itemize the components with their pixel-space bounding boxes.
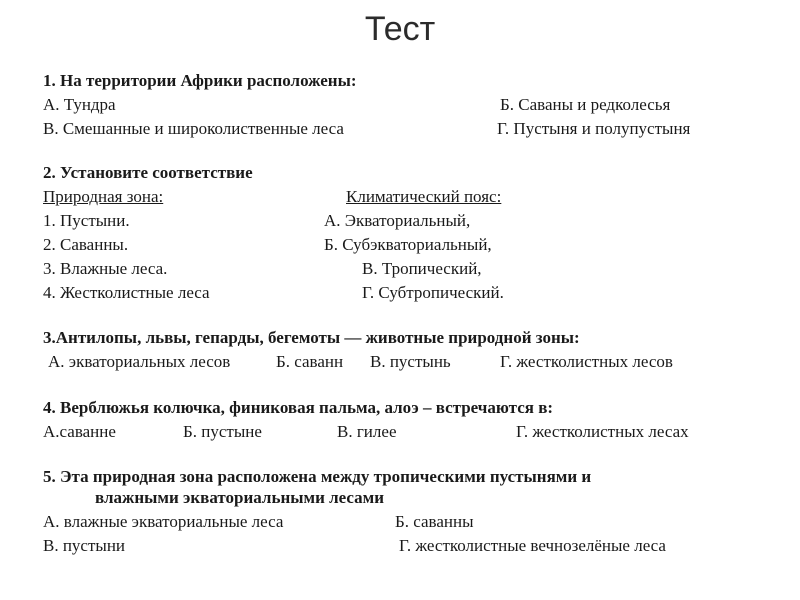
question-4-option-a: А.саванне [43,422,116,441]
question-3-text: 3.Антилопы, львы, гепарды, бегемоты — животные природной зоны: [43,328,580,347]
question-1-option-d: Г. Пустыня и полупустыня [497,119,691,138]
question-2-zone-2: 2. Саванны. [43,235,129,254]
question-4-option-c: В. гилее [337,422,397,441]
question-2-belt-d: Г. Субтропический. [362,283,504,302]
question-2-belt-a: А. Экваториальный, [324,211,471,230]
question-4-text: 4. Верблюжья колючка, финиковая пальма, алоэ – встречаются в: [43,398,554,417]
question-4-option-d: Г. жестколистных лесах [516,422,689,441]
question-2-header-zone: Природная зона: [43,187,164,206]
question-2-text: 2. Установите соответствие [43,163,253,182]
question-5-option-a: А. влажные экваториальные леса [43,512,284,531]
question-2-zone-1: 1. Пустыни. [43,211,130,230]
question-5-option-b: Б. саванны [395,512,474,531]
question-1-option-a: А. Тундра [43,95,116,114]
question-2-zone-4: 4. Жестколистные леса [43,283,210,302]
question-5-option-d: Г. жестколистные вечнозелёные леса [399,536,666,555]
page-title: Тест [364,10,436,48]
question-3-option-d: Г. жестколистных лесов [500,352,673,371]
question-1-option-b: Б. Саваны и редколесья [500,95,671,114]
question-4-option-b: Б. пустыне [183,422,262,441]
question-3-option-a: А. экваториальных лесов [48,352,231,371]
question-5-text-line-2: влажными экваториальными лесами [95,488,385,507]
question-2-header-belt: Климатический пояс: [346,187,502,206]
question-5-text-line-1: 5. Эта природная зона расположена между тропическими пустынями и [43,467,592,486]
question-2-belt-b: Б. Субэкваториальный, [324,235,492,254]
question-1-text: 1. На территории Африки расположены: [43,71,357,90]
question-2-belt-c: В. Тропический, [362,259,482,278]
question-5-option-c: В. пустыни [43,536,126,555]
question-1-option-c: В. Смешанные и широколиственные леса [43,119,344,138]
question-2-zone-3: 3. Влажные леса. [43,259,168,278]
question-3-option-b: Б. саванн [276,352,344,371]
question-3-option-c: В. пустынь [370,352,451,371]
